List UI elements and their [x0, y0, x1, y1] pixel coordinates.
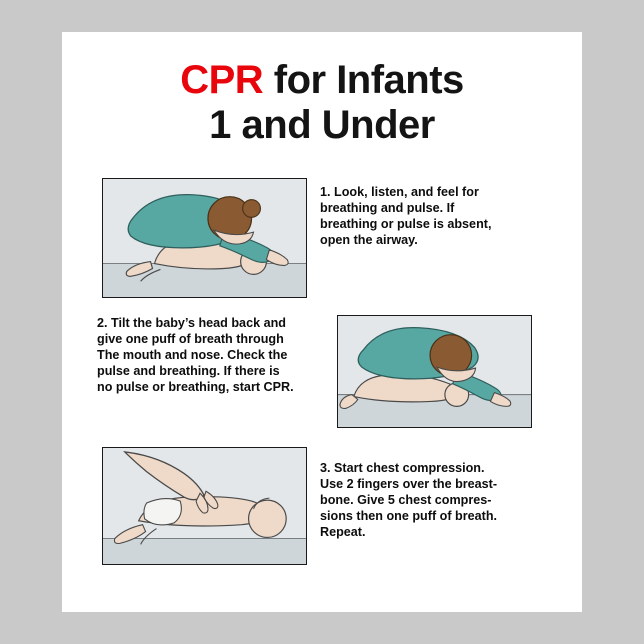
poster-content	[62, 32, 582, 612]
step-3-line-1: 3. Start chest compression.	[320, 461, 485, 475]
step-1-text	[320, 184, 530, 248]
step-1-line-3: breathing or pulse is absent,	[320, 217, 492, 232]
step-2-text	[97, 315, 327, 396]
step-3-line-2: Use 2 fingers over the breast-	[320, 477, 498, 492]
step-1-line-2: breathing and pulse. If	[320, 201, 455, 216]
step-1-line-4: open the airway.	[320, 233, 418, 248]
title-rest: for Infants	[263, 58, 464, 102]
step-2-line-1: 2. Tilt the baby’s head back and	[97, 316, 286, 330]
step-2-line-5: no pulse or breathing, start CPR.	[97, 380, 294, 395]
step-2-illustration	[337, 315, 532, 428]
poster	[62, 32, 582, 612]
step-3-line-3: bone. Give 5 chest compres-	[320, 493, 492, 508]
step-3-illustration	[102, 447, 307, 565]
step-3-line-5: Repeat.	[320, 525, 366, 540]
step-3-line-4: sions then one puff of breath.	[320, 509, 498, 524]
step-2-line-4: pulse and breathing. If there is	[97, 364, 280, 379]
page-title	[92, 60, 552, 146]
step-2-line-2: give one puff of breath through	[97, 332, 284, 347]
title-highlight: CPR	[180, 58, 264, 102]
step-2-line-3: The mouth and nose. Check the	[97, 348, 288, 363]
step-3-text	[320, 460, 535, 541]
step-1-illustration	[102, 178, 307, 298]
title-line-1	[92, 60, 552, 101]
step-1-line-1: 1. Look, listen, and feel for	[320, 185, 479, 199]
title-line-2: 1 and Under	[209, 102, 435, 147]
